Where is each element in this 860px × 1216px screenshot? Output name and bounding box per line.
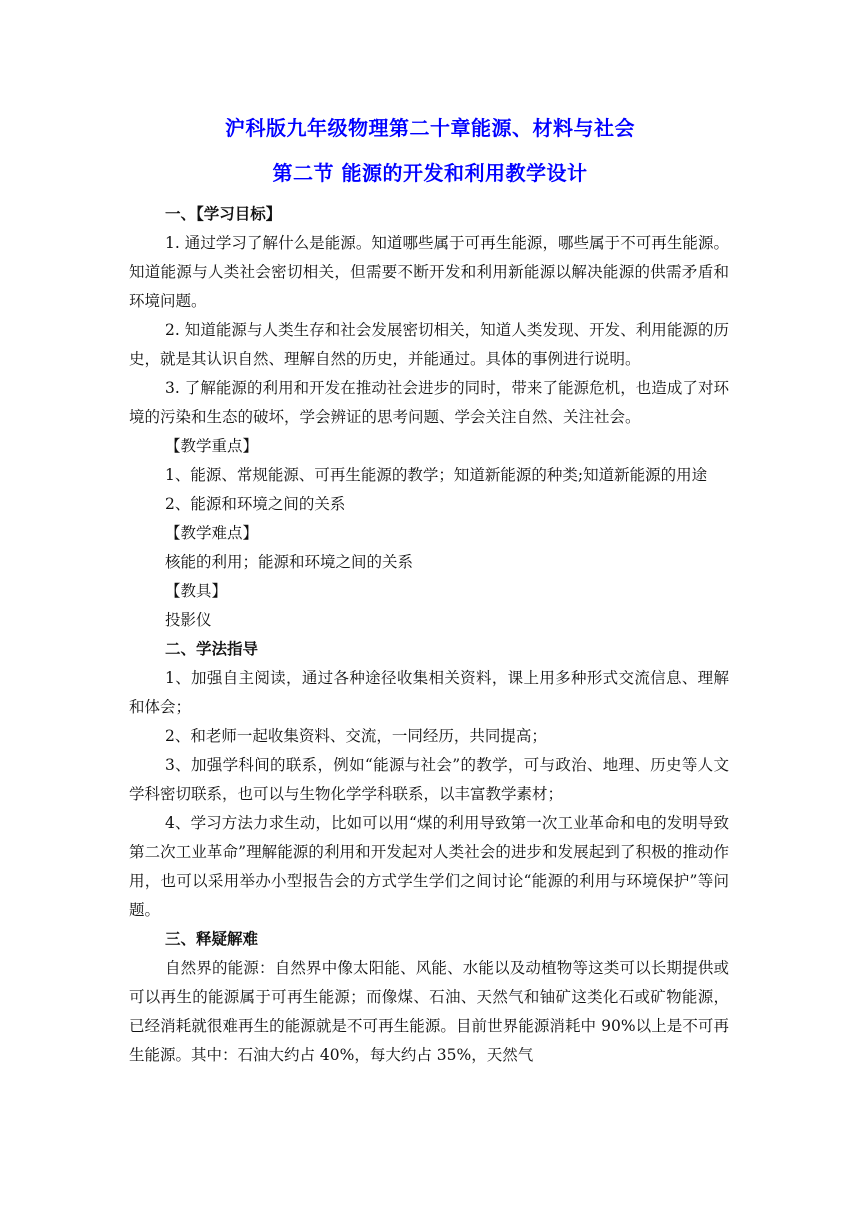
method-item: 1、加强自主阅读，通过各种途径收集相关资料，课上用多种形式交流信息、理解和体会； (129, 669, 729, 716)
document-body (129, 200, 729, 1070)
tools-text: 投影仪 (165, 611, 212, 629)
method-item: 4、学习方法力求生动，比如可以用“煤的利用导致第一次工业革命和电的发明导致第二次工业革命”理解能源的利用和开发起对人类社会的进步和发展起到了积极的推动作用，也可以采用举办小型报告会的方式学生学们之间讨论“能源的利用与环境保护”等问题。 (129, 814, 729, 919)
key-point-item: 1、能源、常规能源、可再生能源的教学；知道新能源的种类;知道新能源的用途 (165, 466, 708, 484)
objective-item: 3. 了解能源的利用和开发在推动社会进步的同时，带来了能源危机，也造成了对环境的污染和生态的破坏，学会辨证的思考问题、学会关注自然、关注社会。 (129, 379, 729, 426)
method-item: 2、和老师一起收集资料、交流，一同经历，共同提高； (165, 727, 547, 745)
objective-item: 2. 知道能源与人类生存和社会发展密切相关，知道人类发现、开发、利用能源的历史，就是其认识自然、理解自然的历史，并能通过。具体的事例进行说明。 (129, 321, 729, 368)
section-heading-key-points: 【教学重点】 (165, 437, 259, 455)
explain-text: 自然界的能源：自然界中像太阳能、风能、水能以及动植物等这类可以长期提供或可以再生的能源属于可再生能源；而像煤、石油、天然气和铀矿这类化石或矿物能源，已经消耗就很难再生的能源就是不可再生能源。目前世界能源消耗中 90%以上是不可再生能源。其中：石油大约占 40%，每大约占 35%，天然气 (129, 959, 729, 1064)
section-heading-difficulties: 【教学难点】 (165, 524, 259, 542)
section-heading-objectives: 一、【学习目标】 (165, 205, 282, 223)
section-heading-method: 二、学法指导 (165, 640, 259, 658)
key-point-item: 2、能源和环境之间的关系 (165, 495, 346, 513)
document-title: 沪科版九年级物理第二十章能源、材料与社会 (225, 116, 635, 140)
method-item: 3、加强学科间的联系，例如“能源与社会”的教学，可与政治、地理、历史等人文学科密切联系，也可以与生物化学学科联系，以丰富教学素材； (129, 756, 729, 803)
section-heading-explain: 三、释疑解难 (165, 930, 259, 948)
difficulties-text: 核能的利用；能源和环境之间的关系 (165, 553, 414, 571)
document-subtitle: 第二节 能源的开发和利用教学设计 (272, 161, 588, 185)
section-heading-tools: 【教具】 (165, 582, 228, 600)
objective-item: 1. 通过学习了解什么是能源。知道哪些属于可再生能源，哪些属于不可再生能源。知道能源与人类社会密切相关，但需要不断开发和利用新能源以解决能源的供需矛盾和环境问题。 (129, 234, 729, 310)
